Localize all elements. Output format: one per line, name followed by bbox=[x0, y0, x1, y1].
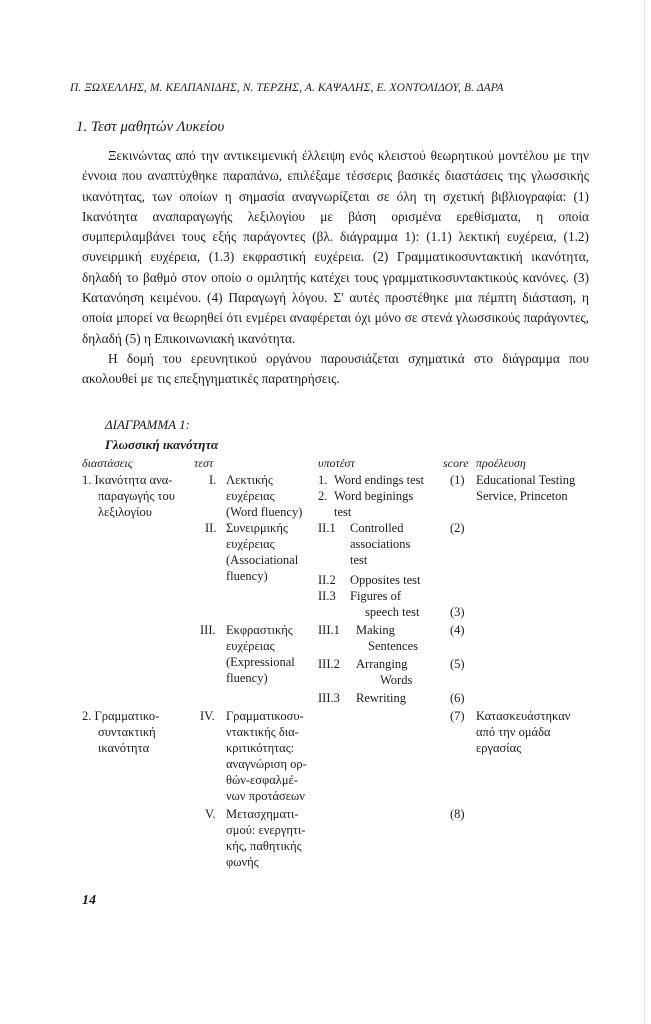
test-label-line: Γραμματικοσυ- bbox=[226, 709, 304, 723]
test-label-line: ευχέρειας bbox=[226, 537, 275, 551]
test-number: I. bbox=[209, 473, 217, 487]
dimension-1-line: παραγωγής του bbox=[98, 489, 175, 503]
score-label: (2) bbox=[450, 521, 465, 535]
test-label-line: θών-εσφαλμέ- bbox=[226, 773, 298, 787]
body-text bbox=[82, 146, 589, 390]
test-label-line: (Expressional bbox=[226, 655, 295, 669]
subtest-label-line: test bbox=[350, 553, 368, 567]
diagram-title: ΔΙΑΓΡΑΜΜΑ 1: bbox=[105, 417, 190, 432]
source-line: Educational Testing bbox=[476, 473, 576, 487]
test-label-line: φωνής bbox=[226, 855, 259, 869]
dimension-1-line: 1. Ικανότητα ανα- bbox=[82, 473, 173, 487]
column-header-test: τεστ bbox=[194, 456, 214, 470]
dimension-2-line: 2. Γραμματικο- bbox=[82, 709, 160, 723]
subtest-label-line: Sentences bbox=[368, 639, 418, 653]
test-number: III. bbox=[200, 623, 216, 637]
test-label-line: fluency) bbox=[226, 569, 268, 583]
paragraph-2: Η δομή του ερευνητικού οργάνου παρουσιάζεται σχηματικά στο διάγραμμα που ακολουθεί με τις επεξηγηματικές παρατηρήσεις. bbox=[82, 350, 589, 387]
test-label-line: fluency) bbox=[226, 671, 268, 685]
test-label-line: Εκφραστικής bbox=[226, 623, 293, 637]
test-label-line: (Associational bbox=[226, 553, 299, 567]
page-edge bbox=[644, 0, 645, 1024]
test-label-line: (Word fluency) bbox=[226, 505, 303, 519]
subtest-label-line: Figures of bbox=[350, 589, 402, 603]
source-line: Κατασκευάστηκαν bbox=[476, 709, 571, 723]
subtest-label-line: Word beginings bbox=[334, 489, 414, 503]
subtest-number: II.1 bbox=[318, 521, 336, 535]
test-number: V. bbox=[205, 807, 216, 821]
test-number: IV. bbox=[200, 709, 215, 723]
section-title: 1. Τεστ μαθητών Λυκείου bbox=[76, 119, 225, 135]
test-number: II. bbox=[205, 521, 217, 535]
test-label-line: σμού: ενεργητι- bbox=[226, 823, 306, 837]
dimension-2-line: ικανότητα bbox=[98, 741, 150, 755]
subtest-label-line: Controlled bbox=[350, 521, 404, 535]
subtest-label-line: speech test bbox=[365, 605, 420, 619]
subtest-label-line: Words bbox=[380, 673, 413, 687]
subtest-number: II.2 bbox=[318, 573, 336, 587]
column-header-dimensions: διαστάσεις bbox=[82, 456, 133, 470]
column-header-score: score bbox=[443, 456, 469, 470]
running-head: Π. ΞΩΧΕΛΛΗΣ, Μ. ΚΕΛΠΑΝΙΔΗΣ, Ν. ΤΕΡΖΗΣ, Α. ΚΑΨΑΛΗΣ, Ε. ΧΟΝΤΟΛΙΔΟΥ, Β. ΔΑΡΑ bbox=[70, 82, 504, 94]
subtest-label-line: Rewriting bbox=[356, 691, 406, 705]
column-header-source: προέλευση bbox=[476, 456, 526, 470]
subtest-number: 2. bbox=[318, 489, 328, 503]
subtest-number: III.2 bbox=[318, 657, 340, 671]
test-label-line: κής, παθητικής bbox=[226, 839, 302, 853]
subtest-number: III.1 bbox=[318, 623, 340, 637]
score-label: (5) bbox=[450, 657, 465, 671]
page-number: 14 bbox=[82, 893, 96, 908]
test-label-line: κριτικότητας: bbox=[226, 741, 295, 755]
test-label-line: ευχέρειας bbox=[226, 639, 275, 653]
test-label-line: ευχέρειας bbox=[226, 489, 275, 503]
score-label: (6) bbox=[450, 691, 465, 705]
score-label: (8) bbox=[450, 807, 465, 821]
score-label: (4) bbox=[450, 623, 465, 637]
dimension-1-line: λεξιλογίου bbox=[98, 505, 152, 519]
score-label: (1) bbox=[450, 473, 465, 487]
subtest-label-line: Making bbox=[356, 623, 395, 637]
subtest-number: II.3 bbox=[318, 589, 336, 603]
subtest-label-line: Arranging bbox=[356, 657, 408, 671]
paragraph-1: Ξεκινώντας από την αντικειμενική έλλειψη ενός κλειστού θεωρητικού μοντέλου με την έννοια που αναπτύχθηκε παραπάνω, επιλέξαμε τέσσερις βασικές διαστάσεις της γλωσσικής ικανότητας, των οποίων η σημασία αναγνωρίζεται σε όλη τη σχετική βιβλιογραφία: (1) Ικανότητα αναπαραγωγής λεξιλογίου με βάση ορισμένα ερεθίσματα, η οποία συμπεριλαμβάνει τους εξής παράγοντες (βλ. διάγραμμα 1): (1.1) λεκτική ευχέρεια, (1.2) συνειρμική ευχέρεια, (1.3) εκφραστική ευχέρεια. (2) Γραμματικοσυντακτική ικανότητα, δηλαδή το βαθμό στον οποίο ο ομιλητής κατέχει τους γραμματικοσυντακτικούς κανόνες. (3) Κατανόηση κειμένου. (4) Παραγωγή λόγου. Σ' αυτές προστέθηκε μια πέμπτη διάσταση, η οποία μπορεί να θεωρηθεί ότι ενμέρει αναφέρεται όχι μόνο σε στενά γλωσσικούς παράγοντες, δηλαδή (5) η Επικοινωνιακή ικανότητα. bbox=[82, 148, 589, 346]
subtest-number: 1. bbox=[318, 473, 328, 487]
subtest-label-line: Opposites test bbox=[350, 573, 421, 587]
test-label-line: αναγνώριση ορ- bbox=[226, 757, 307, 771]
test-label-line: ντακτικής δια- bbox=[226, 725, 299, 739]
test-label-line: Λεκτικής bbox=[226, 473, 273, 487]
score-label: (3) bbox=[450, 605, 465, 619]
score-label: (7) bbox=[450, 709, 465, 723]
diagram-subtitle: Γλωσσική ικανότητα bbox=[105, 437, 219, 452]
column-header-subtest: υποτέστ bbox=[318, 456, 355, 470]
test-label-line: Συνειρμικής bbox=[226, 521, 288, 535]
source-line: εργασίας bbox=[476, 741, 522, 755]
source-line: από την ομάδα bbox=[476, 725, 551, 739]
test-label-line: Μετασχηματι- bbox=[226, 807, 299, 821]
source-line: Service, Princeton bbox=[476, 489, 568, 503]
subtest-number: III.3 bbox=[318, 691, 340, 705]
subtest-label-line: Word endings test bbox=[334, 473, 424, 487]
subtest-label-line: associations bbox=[350, 537, 411, 551]
subtest-label-line: test bbox=[334, 505, 352, 519]
test-label-line: νων προτάσεων bbox=[226, 789, 305, 803]
dimension-2-line: συντακτική bbox=[98, 725, 156, 739]
